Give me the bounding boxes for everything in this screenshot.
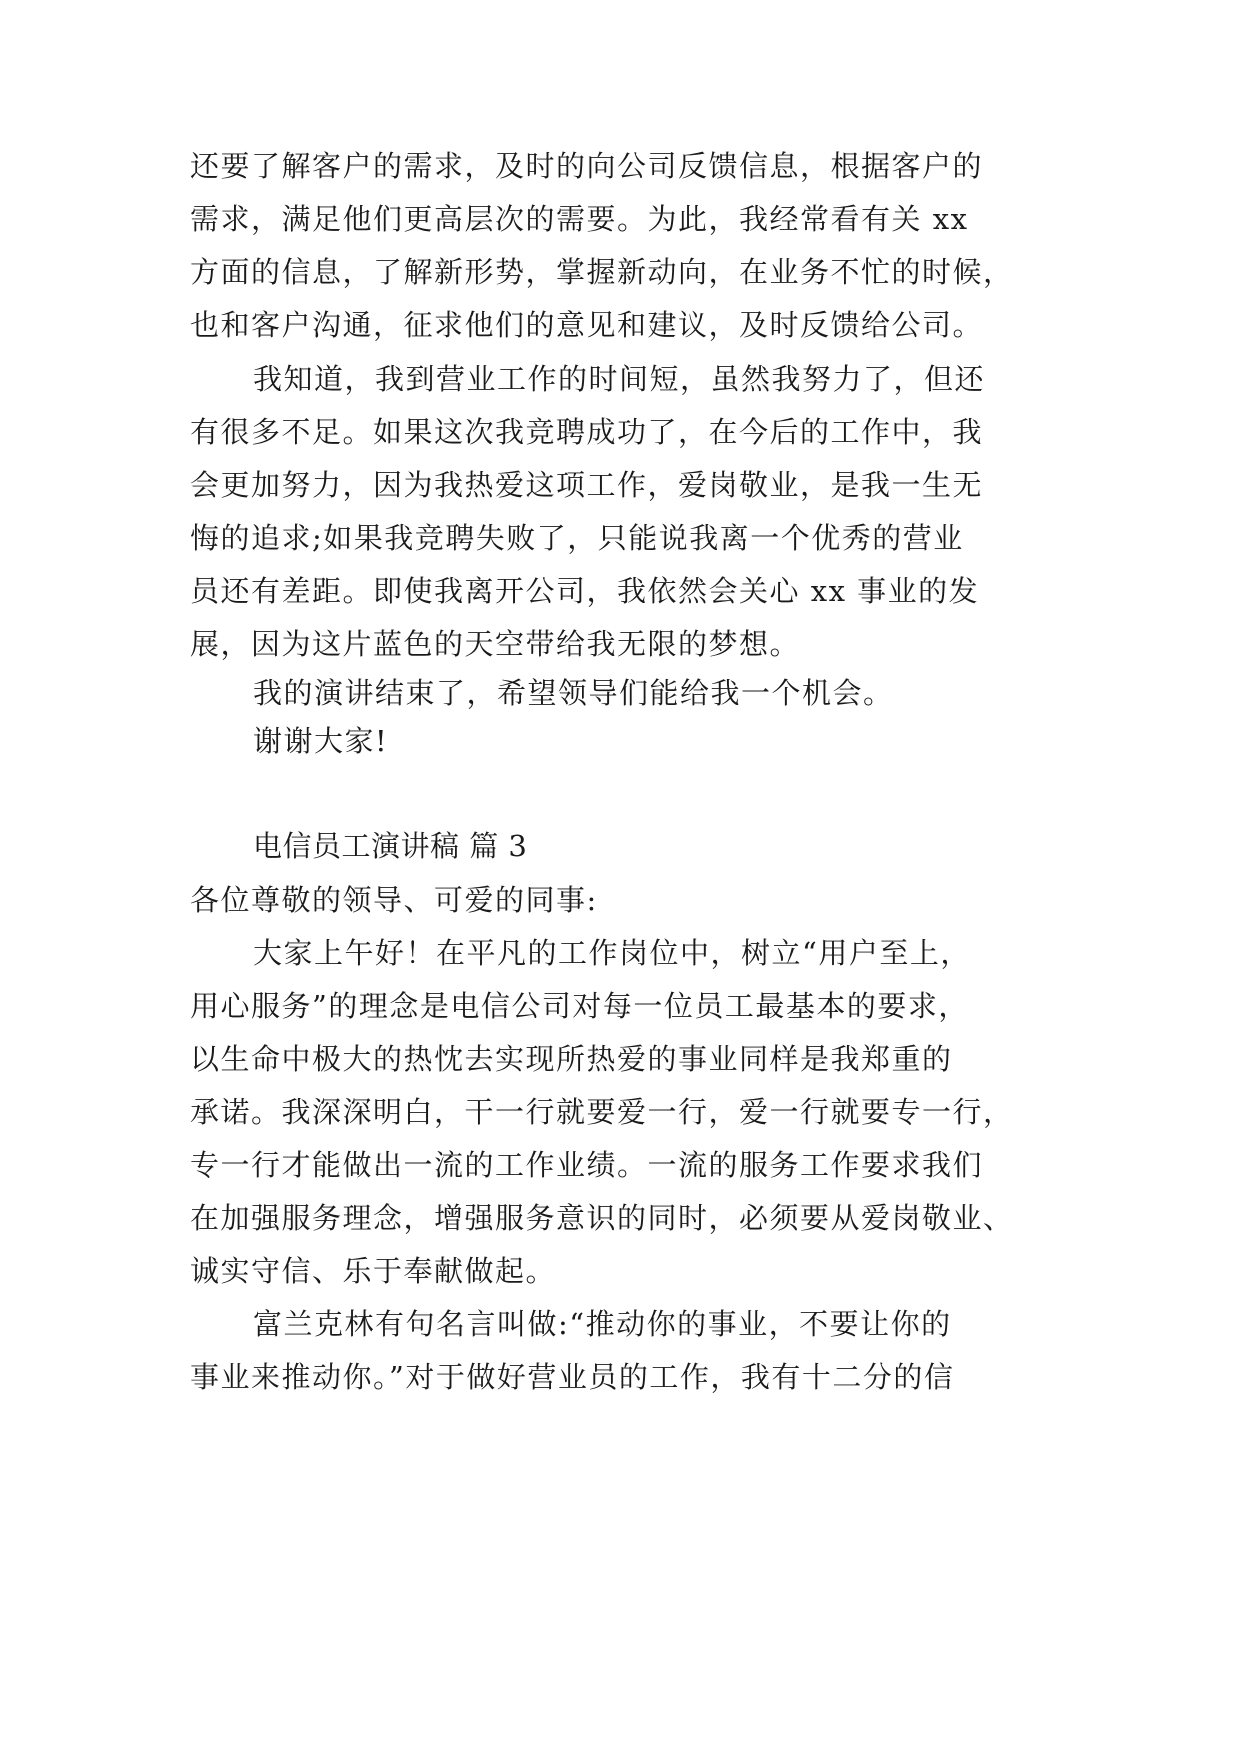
text-line: 大家上午好！在平凡的工作岗位中，树立“用户至上， bbox=[253, 936, 971, 970]
text-line: 在加强服务理念，增强服务意识的同时，必须要从爱岗敬业、 bbox=[190, 1201, 1014, 1235]
text-line: 我知道，我到营业工作的时间短，虽然我努力了，但还 bbox=[253, 362, 986, 396]
text-line: 专一行才能做出一流的工作业绩。一流的服务工作要求我们 bbox=[190, 1148, 984, 1182]
text-line: 悔的追求;如果我竞聘失败了，只能说我离一个优秀的营业 bbox=[190, 521, 964, 555]
text-line: 方面的信息，了解新形势，掌握新动向，在业务不忙的时候， bbox=[190, 255, 1014, 289]
text-line: 诚实守信、乐于奉献做起。 bbox=[190, 1254, 557, 1288]
text-line: 展，因为这片蓝色的天空带给我无限的梦想。 bbox=[190, 627, 801, 661]
text-line: 富兰克林有句名言叫做:“推动你的事业，不要让你的 bbox=[253, 1307, 952, 1341]
thanks-line: 谢谢大家! bbox=[253, 724, 389, 758]
text-line: 还要了解客户的需求，及时的向公司反馈信息，根据客户的 bbox=[190, 149, 984, 183]
text-line: 承诺。我深深明白，干一行就要爱一行，爱一行就要专一行， bbox=[190, 1095, 1014, 1129]
section-title: 电信员工演讲稿 篇 3 bbox=[253, 829, 528, 863]
text-line: 也和客户沟通，征求他们的意见和建议，及时反馈给公司。 bbox=[190, 308, 984, 342]
text-line: 事业来推动你。”对于做好营业员的工作，我有十二分的信 bbox=[190, 1360, 955, 1394]
closing-line: 我的演讲结束了，希望领导们能给我一个机会。 bbox=[253, 676, 894, 710]
text-line: 员还有差距。即使我离开公司，我依然会关心 xx 事业的发 bbox=[190, 574, 980, 608]
text-line: 以生命中极大的热忱去实现所热爱的事业同样是我郑重的 bbox=[190, 1042, 953, 1076]
text-line: 有很多不足。如果这次我竞聘成功了，在今后的工作中，我 bbox=[190, 415, 984, 449]
text-line: 需求，满足他们更高层次的需要。为此，我经常看有关 xx bbox=[190, 202, 969, 236]
text-line: 会更加努力，因为我热爱这项工作，爱岗敬业，是我一生无 bbox=[190, 468, 984, 502]
salutation-line: 各位尊敬的领导、可爱的同事: bbox=[190, 883, 598, 917]
text-line: 用心服务”的理念是电信公司对每一位员工最基本的要求， bbox=[190, 989, 969, 1023]
